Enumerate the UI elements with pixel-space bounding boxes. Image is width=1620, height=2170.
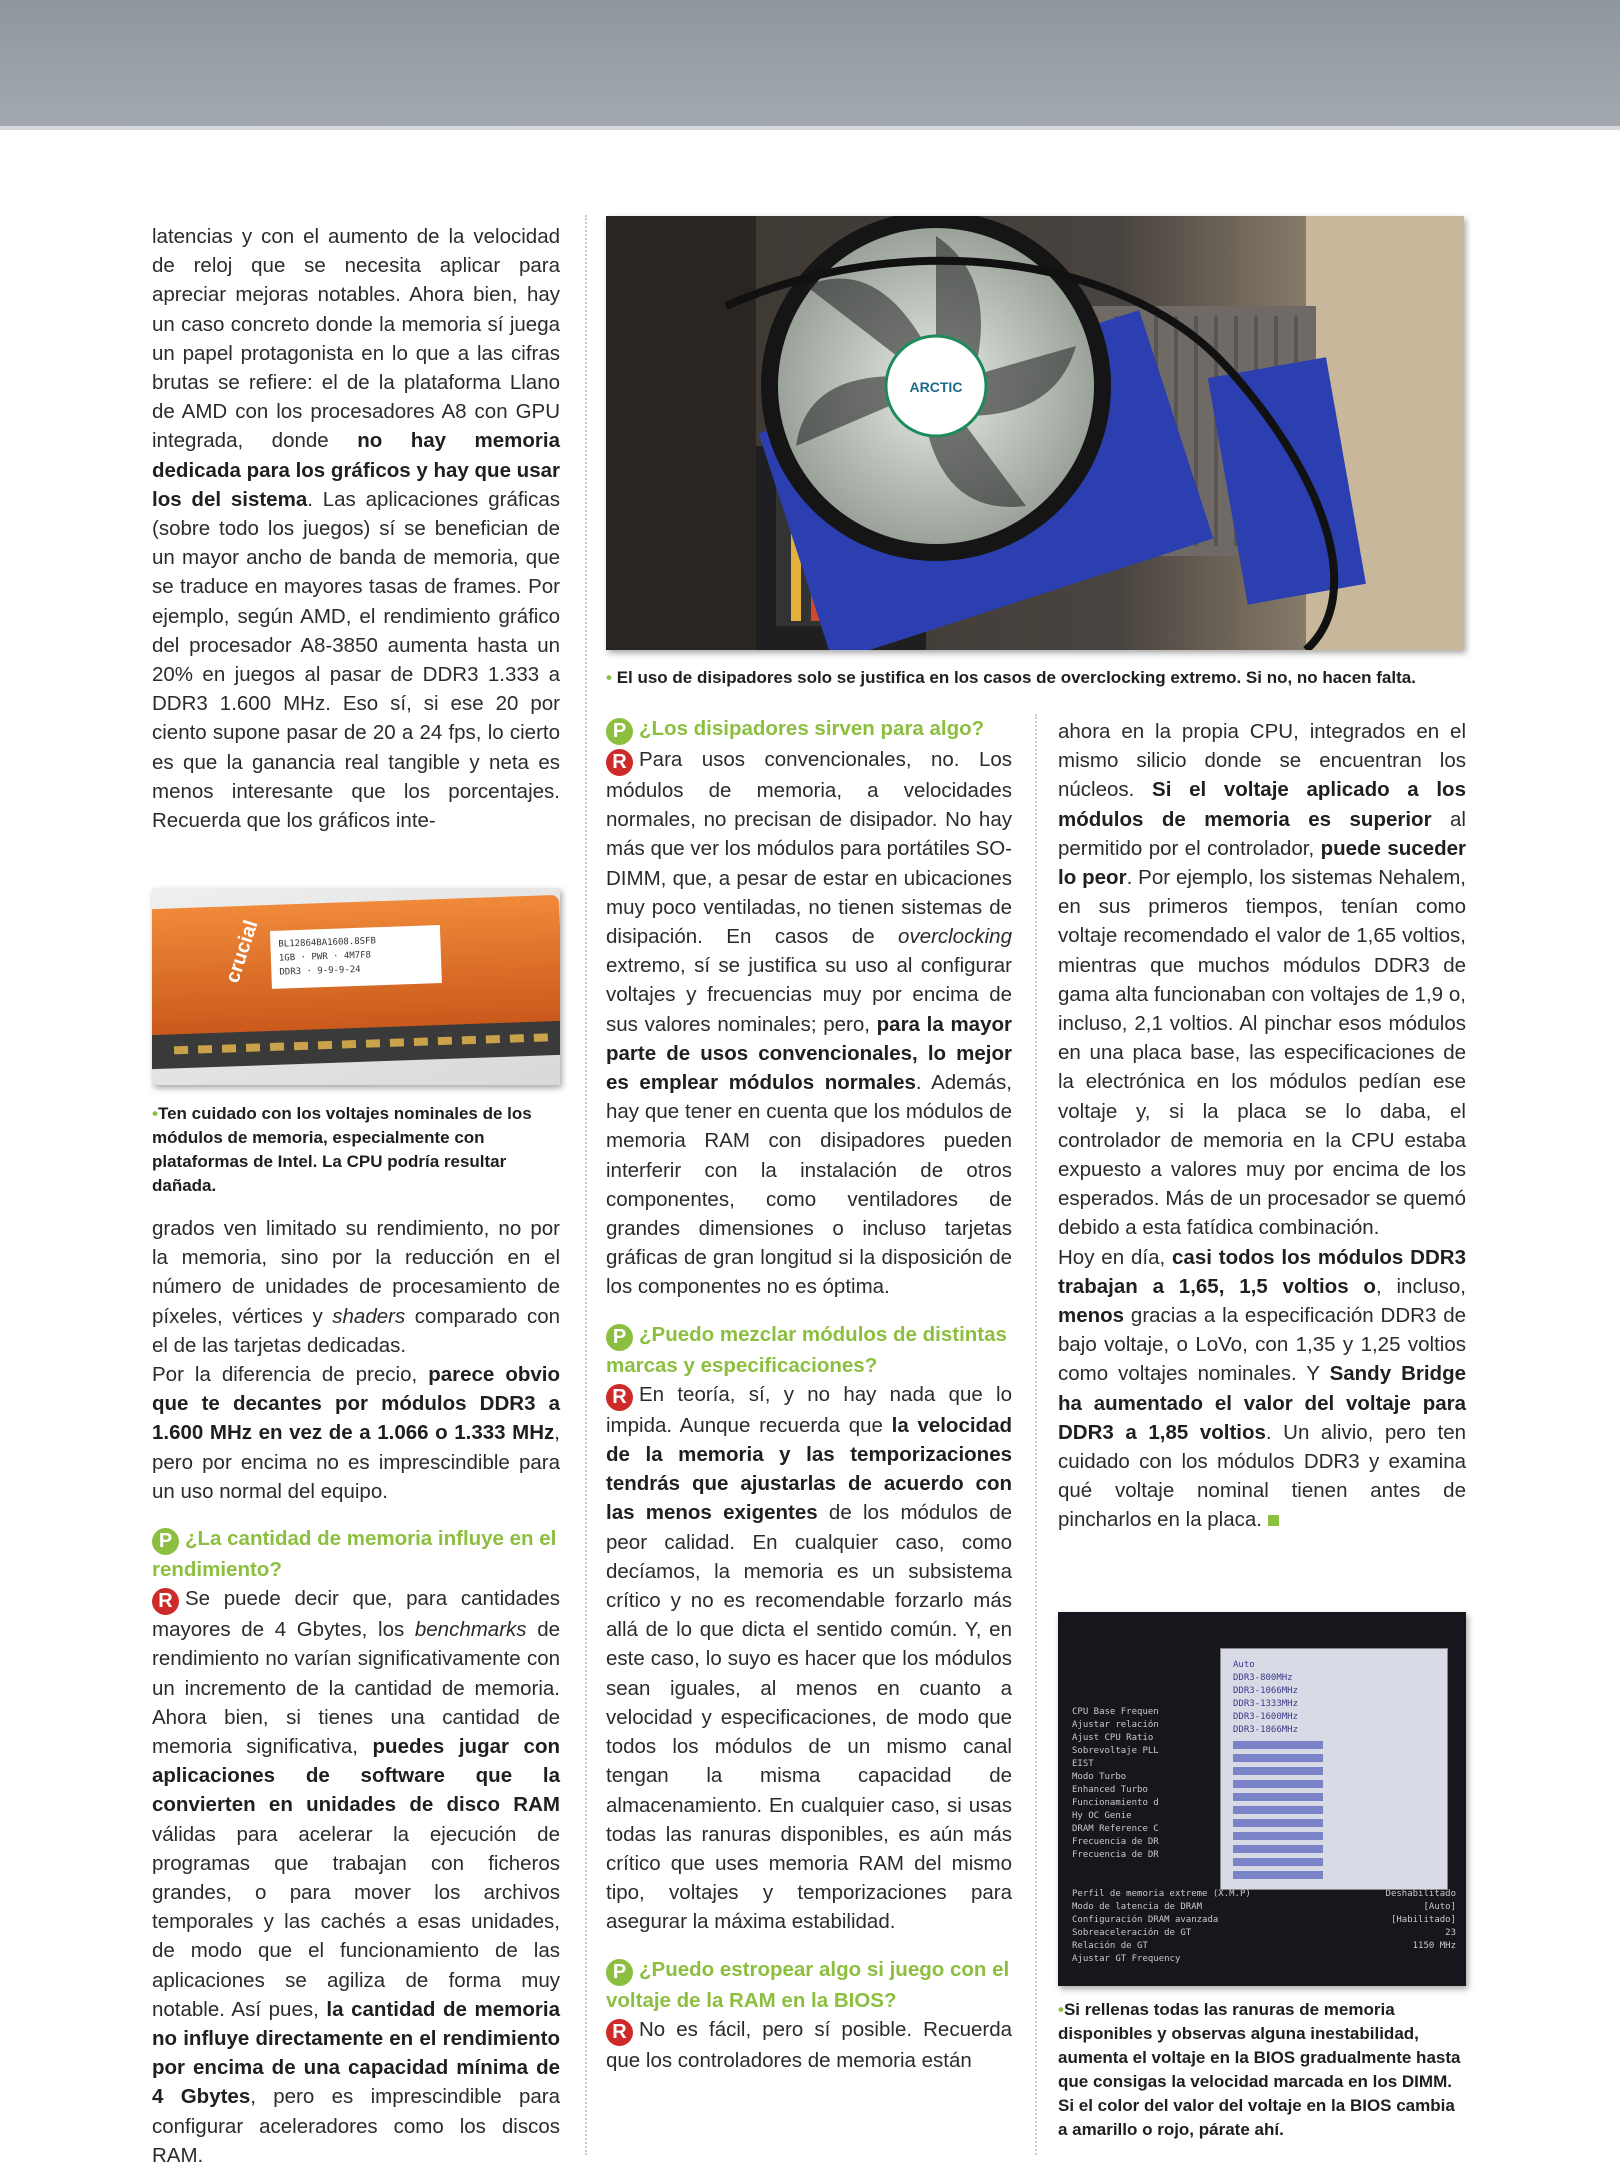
bios-setting: Hy OC Genie — [1072, 1811, 1132, 1821]
bios-frequency-popup[interactable] — [1220, 1648, 1448, 1890]
bios-setting: Frecuencia de DR — [1072, 1850, 1159, 1860]
answer-text — [606, 748, 1012, 1298]
answer-badge-icon: R — [606, 2019, 633, 2046]
text-run: grados ven limitado su rendimiento, no por la memoria, sino por la reducción en el número de unidades de procesamiento de píxeles, vértices y — [152, 1217, 560, 1328]
text-run: . Además, hay que tener en cuenta que los módulos de memoria RAM con disipadores pueden interferir con la instalación de otros componentes, como ventiladores de grandes dimensiones o incluso tarjetas gráficas de gran longitud si la disposición de los componentes no es óptima. — [606, 1071, 1012, 1299]
answer-heatsinks — [606, 745, 1012, 1302]
bold-run: parece obvio que te decantes por módulos DDR3 a 1.600 MHz en vez de a 1.066 o 1.333 MHz — [152, 1363, 560, 1445]
question-badge-icon: P — [152, 1528, 179, 1555]
column-1-continued — [152, 1214, 560, 2170]
text-run: de los módulos de peor calidad. En cualquier caso, como decíamos, la memoria es un subsistema crítico y no es recomendable forzarlo más allá de lo que dicta el sentido común. Y, en este caso, lo suyo es hacer que los módulos sean iguales, al menos en cuanto a velocidad y especificaciones, de modo que todos los módulos de un mismo canal tengan la misma capacidad de almacenamiento. En cualquier caso, si usas todas las ranuras disponibles, es aún más crítico que uses memoria RAM del mismo tipo, voltajes y temporizaciones para asegurar la máxima estabilidad. — [606, 1501, 1012, 1934]
cooler-caption-text: El uso de disipadores solo se justifica en los casos de overclocking extremo. Si no, no hacen falta. — [616, 668, 1416, 687]
col3-text2 — [1058, 1243, 1466, 1535]
bios-setting: Funcionamiento d — [1072, 1798, 1159, 1808]
text-run: . Las aplicaciones gráficas (sobre todo los juegos) sí se benefician de un mayor ancho de banda de memoria, que se traduce en mayores tasas de frames. Por ejemplo, según AMD, el rendimiento gráfico del procesador A8-3850 aumenta hasta un 20% en juegos al pasar de DDR3 1.333 a DDR3 1.600 MHz. Eso sí, si ese 20 por ciento supone pasar de 20 a 24 fps, lo cierto es que la ganancia real tangible y neta es menos interesante que los porcentajes. Recuerda que los gráficos inte- — [152, 487, 561, 833]
text-run: . Un alivio, pero ten cuidado con los módulos DDR3 y examina qué voltaje nominal tienen antes de pincharlos en la placa. — [1058, 1420, 1467, 1532]
bios-setting: Sobrevoltaje PLL — [1072, 1746, 1159, 1756]
bios-screenshot — [1058, 1612, 1466, 1986]
text-run: Se puede decir que, para cantidades mayores de 4 Gbytes, los — [152, 1587, 560, 1642]
end-of-article-icon — [1268, 1515, 1279, 1526]
cooler-caption — [606, 666, 1466, 690]
text-run: extremo, sí se justifica su uso al configurar voltajes y frecuencias muy por encima de sus valores nominales; pero, — [606, 954, 1012, 1036]
bios-option[interactable]: Auto — [1233, 1660, 1255, 1670]
bios-setting: Ajust CPU Ratio — [1072, 1733, 1154, 1743]
col1-intro — [152, 222, 560, 835]
answer-ram-amount — [152, 1584, 560, 2170]
bios-value: [Habilitado] — [1390, 1915, 1456, 1925]
bios-setting: Sobreaceleración de GT — [1072, 1928, 1192, 1938]
answer-badge-icon: R — [152, 1588, 179, 1615]
text-run: , pero por encima no es imprescindible para un uso normal del equipo. — [152, 1421, 560, 1503]
answer-mixing-modules — [606, 1380, 1012, 1937]
text-run: Para usos convencionales, no. Los módulos de memoria, a velocidades normales, no precisan de disipador. No hay más que ver los módulos para portátiles SO-DIMM, que, a pesar de estar en ubicaciones muy poco ventiladas, no tienen sistemas de disipación. En casos de — [606, 748, 1012, 949]
bold-run: Sandy Bridge ha aumentado el valor del voltaje para DDR3 a 1,85 voltios — [1058, 1362, 1466, 1444]
text-run: gracias a la especificación DDR3 de bajo voltaje, o LoVo, con 1,35 y 1,25 voltios como voltajes nominales. Y — [1058, 1304, 1466, 1386]
question-bios-voltage — [606, 1955, 1012, 2015]
bios-setting: Modo Turbo — [1072, 1772, 1127, 1782]
text-run: ahora en la propia CPU, integrados en el mismo silicio donde se encuentran los núcleos. — [1058, 720, 1466, 802]
text-run: latencias y con el aumento de la velocidad de reloj que se necesita aplicar para apreciar mejoras notables. Ahora bien, hay un caso concreto donde la memoria sí juega un papel protagonista en lo que a las cifras brutas se refiere: el de la plataforma Llano de AMD con los procesadores A8 con GPU integrada, donde — [152, 225, 560, 453]
header-band — [0, 0, 1620, 130]
question-badge-icon: P — [606, 1324, 633, 1351]
answer-badge-icon: R — [606, 1384, 633, 1411]
ram-caption — [152, 1102, 560, 1198]
text-run: comparado con el de las tarjetas dedicadas. — [152, 1304, 560, 1357]
column-3 — [1058, 717, 1466, 1535]
bold-run: la cantidad de memoria no influye directamente en el rendimiento por encima de una capacidad mínima de 4 Gbytes — [152, 1997, 560, 2109]
question-mixing-modules — [606, 1320, 1012, 1380]
col1-cont1 — [152, 1214, 560, 1360]
text-run: Por la diferencia de precio, — [152, 1363, 429, 1387]
text-run: No es fácil, pero sí posible. Recuerda que los controladores de memoria están — [606, 2017, 1012, 2072]
bios-setting: DRAM Reference C — [1072, 1824, 1159, 1834]
text-run: válidas para acelerar la ejecución de programas que trabajan con ficheros grandes, o para mover los archivos temporales y las cachés a esas unidades, de modo que el funcionamiento de las aplicaciones se agiliza de forma muy notable. Así pues, — [152, 1822, 560, 2021]
bold-run: Si el voltaje aplicado a los módulos de memoria es superior — [1058, 778, 1466, 831]
bold-run: casi todos los módulos DDR3 trabajan a 1,65, 1,5 voltios o — [1058, 1245, 1466, 1298]
bios-options — [1233, 1659, 1323, 1737]
bios-setting: Perfil de memoria extreme (X.M.P) — [1072, 1889, 1251, 1899]
question-badge-icon: P — [606, 718, 633, 745]
cpu-cooler-illustration — [606, 216, 1464, 650]
question-text: ¿Puedo mezclar módulos de distintas marcas y especificaciones? — [606, 1322, 1007, 1377]
italic-run: shaders — [332, 1304, 406, 1328]
bios-options-scroll[interactable] — [1233, 1741, 1323, 1879]
answer-text — [606, 2018, 1012, 2072]
bios-advanced-list — [1072, 1888, 1342, 1966]
text-run: . Por ejemplo, los sistemas Nehalem, en sus primeros tiempos, tenían como voltaje recomendado el valor de 1,65 voltios, mientras que muchos módulos DDR3 de gama alta funcionaban con voltajes de 1,9 o, incluso, 2,1 voltios. Al pinchar esos módulos en una placa base, las especificaciones de la electrónica en los módulos pedían ese voltaje y, si la placa se lo daba, el controlador de memoria en la CPU estaba expuesto a valores muy por encima de los esperados. Más de un procesador se quemó debido a esta fatídica combinación. — [1058, 866, 1466, 1240]
text-run: , incluso, — [1375, 1274, 1466, 1298]
bios-option[interactable]: DDR3-800MHz — [1233, 1673, 1293, 1683]
ram-label-line-3: DDR3 · 9-9-9-24 — [279, 964, 361, 978]
bios-value: 1150 MHz — [1412, 1941, 1456, 1951]
col1-cont2 — [152, 1360, 560, 1506]
column-2 — [606, 714, 1012, 2075]
question-ram-amount — [152, 1524, 560, 1584]
bios-option[interactable]: DDR3-1866MHz — [1233, 1725, 1299, 1735]
ram-caption-text: Ten cuidado con los voltajes nominales de los módulos de memoria, especialmente con plataformas de Intel. La CPU podría resultar dañada. — [152, 1104, 532, 1195]
bold-run: puedes jugar con aplicaciones de software que la convierten en unidades de disco RAM — [152, 1735, 560, 1817]
caption-bullet-icon: • — [606, 668, 612, 687]
bios-setting: Ajustar relación — [1072, 1720, 1159, 1730]
col3-text1 — [1058, 717, 1466, 1243]
bios-setting: Relación de GT — [1072, 1941, 1148, 1951]
cooler-photo — [606, 216, 1464, 650]
bios-option[interactable]: DDR3-1066MHz — [1233, 1686, 1299, 1696]
bios-setting: Ajustar GT Frequency — [1072, 1954, 1181, 1964]
column-divider-2 — [1035, 714, 1037, 2155]
bios-setting: Enhanced Turbo — [1072, 1785, 1148, 1795]
ram-module-photo — [152, 888, 560, 1085]
bios-value: Deshabilitado — [1385, 1889, 1456, 1899]
bold-run: la velocidad de la memoria y las temporizaciones tendrás que ajustarlas de acuerdo con las menos exigentes — [606, 1413, 1013, 1525]
bios-setting: Frecuencia de DR — [1072, 1837, 1159, 1847]
question-text: ¿Puedo estropear algo si juego con el voltaje de la RAM en la BIOS? — [606, 1957, 1010, 2012]
question-text: ¿La cantidad de memoria influye en el rendimiento? — [152, 1527, 557, 1582]
bold-run: no hay memoria dedicada para los gráficos y hay que usar los del sistema — [152, 429, 561, 511]
bios-value: 23 — [1445, 1928, 1456, 1938]
caption-bullet-icon: • — [1058, 2000, 1064, 2019]
text-run: de rendimiento no varían significativamente con un incremento de la cantidad de memoria. Ahora bien, si tienes una cantidad de memoria significativa, — [152, 1618, 560, 1759]
text-run: , pero es imprescindible para configurar aceleradores como los discos RAM. — [152, 2085, 560, 2167]
bios-setting: Configuración DRAM avanzada — [1072, 1915, 1219, 1925]
bios-setting: Modo de latencia de DRAM — [1072, 1902, 1203, 1912]
bios-values-list — [1352, 1888, 1456, 1953]
text-run: Hoy en día, — [1058, 1245, 1173, 1269]
ram-label-line-2: 1GB · PWR · 4M7F8 — [278, 950, 372, 964]
bios-option[interactable]: DDR3-1600MHz — [1233, 1712, 1299, 1722]
italic-run: benchmarks — [414, 1618, 527, 1642]
text-run: al permitido por el controlador, — [1058, 807, 1466, 860]
fan-brand-logo: ARCTIC — [909, 379, 963, 395]
italic-run: overclocking — [898, 925, 1012, 949]
bios-settings-list — [1072, 1706, 1232, 1862]
answer-text — [606, 1383, 1012, 1933]
bold-run: puede suceder lo peor — [1058, 836, 1466, 890]
answer-bios-voltage — [606, 2015, 1012, 2075]
bios-setting: CPU Base Frequen — [1072, 1707, 1159, 1717]
text-run: En teoría, sí, y no hay nada que lo impida. Aunque recuerda que — [606, 1382, 1012, 1437]
question-badge-icon: P — [606, 1959, 633, 1986]
column-1 — [152, 222, 560, 835]
bios-setting: EIST — [1072, 1759, 1094, 1769]
column-divider-1 — [585, 215, 587, 2155]
bios-caption — [1058, 1998, 1466, 2142]
ram-brand-logo: crucial — [221, 917, 263, 986]
ram-label-line-1: BL12864BA1608.8SFB — [278, 936, 377, 950]
question-heatsinks — [606, 714, 1012, 745]
bold-run: para la mayor parte de usos convencionales, lo mejor es emplear módulos normales — [606, 1012, 1012, 1095]
bold-run: menos — [1058, 1304, 1125, 1328]
answer-badge-icon: R — [606, 749, 633, 776]
question-text: ¿Los disipadores sirven para algo? — [639, 717, 985, 740]
bios-value: [Auto] — [1423, 1902, 1456, 1912]
answer-text — [152, 1587, 560, 2167]
caption-bullet-icon: • — [152, 1104, 158, 1123]
ram-module-illustration — [152, 888, 560, 1085]
bios-caption-text: Si rellenas todas las ranuras de memoria disponibles y observas alguna inestabilidad, aumenta el voltaje en la BIOS gradualmente hasta que consigas la velocidad marcada en los DIMM. Si el color del valor del voltaje en la BIOS cambia a amarillo o rojo, párate ahí. — [1058, 2000, 1461, 2139]
bios-option[interactable]: DDR3-1333MHz — [1233, 1699, 1299, 1709]
